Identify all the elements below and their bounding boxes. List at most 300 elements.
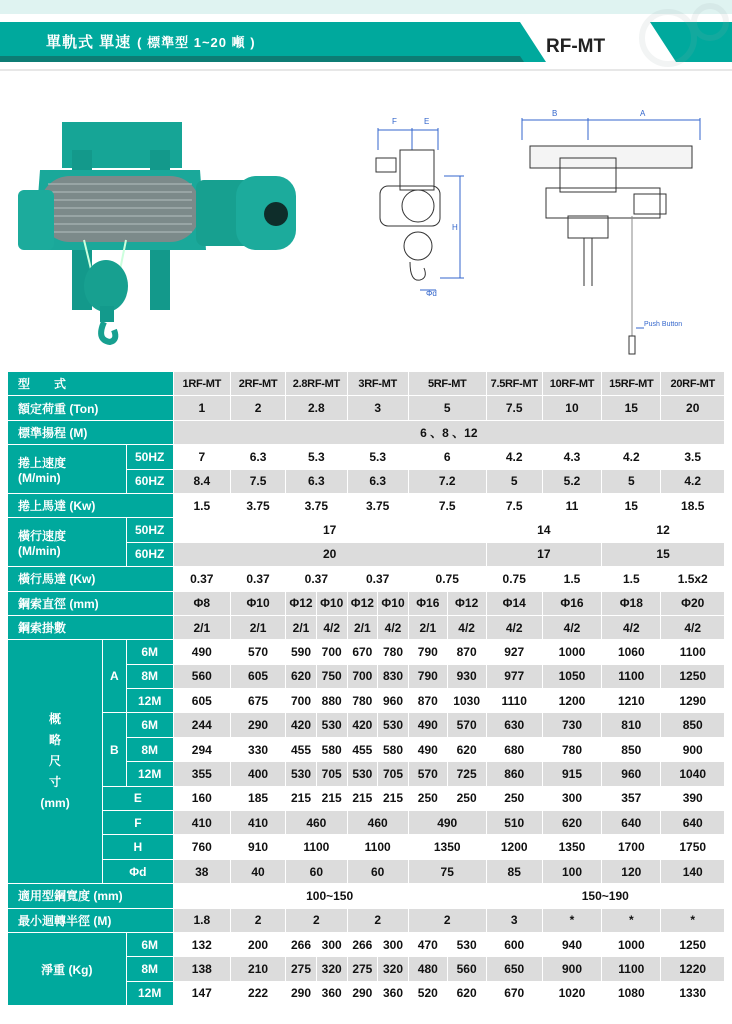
table-cell: 1.5 [602, 567, 661, 591]
table-cell: 700 [316, 640, 347, 664]
table-cell: 7.5 [408, 493, 486, 517]
table-cell: 880 [316, 689, 347, 713]
row-sub-label: 6M [126, 713, 173, 737]
table-cell: 410 [230, 811, 285, 835]
row-rope-fall [8, 615, 725, 639]
label-hoist-motor: 捲上馬達 (Kw) [8, 493, 174, 517]
table-cell: 100~150 [173, 884, 486, 908]
label-load: 額定荷重 (Ton) [8, 396, 174, 420]
row-weight-6m [8, 932, 725, 956]
table-cell: 2 [230, 396, 285, 420]
row-load [8, 396, 725, 420]
table-cell: 1.5x2 [661, 567, 725, 591]
table-cell: 0.37 [286, 567, 347, 591]
table-cell: 1.5 [173, 493, 230, 517]
table-cell: 0.37 [347, 567, 408, 591]
table-cell: 460 [286, 811, 347, 835]
table-cell: 400 [230, 762, 285, 786]
table-cell: Φ12 [447, 591, 486, 615]
table-cell: 790 [408, 664, 447, 688]
table-cell: 1050 [542, 664, 601, 688]
model-6: 7.5RF-MT [486, 372, 542, 396]
table-cell: 1100 [661, 640, 725, 664]
row-rope-dia [8, 591, 725, 615]
row-sub-label: 12M [126, 689, 173, 713]
table-cell: 940 [542, 932, 601, 956]
row-e [8, 786, 725, 810]
table-cell: 2 [347, 908, 408, 932]
table-cell: 120 [602, 859, 661, 883]
row-lift [8, 420, 725, 444]
label-rope-dia: 鋼索直徑 (mm) [8, 591, 174, 615]
table-cell: 5 [486, 469, 542, 493]
table-cell: 490 [408, 737, 447, 761]
table-cell: 760 [173, 835, 230, 859]
table-cell: 675 [230, 689, 285, 713]
table-cell: 1.5 [542, 567, 601, 591]
table-cell: 6 、8 、12 [173, 420, 724, 444]
table-cell: 330 [230, 737, 285, 761]
table-cell: 1030 [447, 689, 486, 713]
table-cell: 185 [230, 786, 285, 810]
table-cell: 215 [378, 786, 409, 810]
table-cell: 725 [447, 762, 486, 786]
row-d [8, 859, 725, 883]
dim-label-f: F [392, 117, 397, 126]
row-b-6m [8, 713, 725, 737]
table-cell: 290 [347, 981, 378, 1005]
table-cell: 300 [542, 786, 601, 810]
label-hoist-speed: 捲上速度 (M/min) [8, 445, 127, 494]
row-beam [8, 884, 725, 908]
table-cell: 620 [447, 981, 486, 1005]
table-cell: 6.3 [286, 469, 347, 493]
product-illustrations [0, 90, 732, 362]
row-sub-label: 8M [126, 957, 173, 981]
model-4: 3RF-MT [347, 372, 408, 396]
table-cell: 3 [486, 908, 542, 932]
page-title: 單軌式 單速 ( 標準型 1~20 噸 ) [46, 34, 256, 51]
side-view-drawing [376, 128, 464, 290]
model-7: 10RF-MT [542, 372, 601, 396]
table-cell: 7.2 [408, 469, 486, 493]
label-trav-motor: 橫行馬達 (Kw) [8, 567, 174, 591]
table-cell: 0.37 [173, 567, 230, 591]
table-cell: 410 [173, 811, 230, 835]
table-cell: 1020 [542, 981, 601, 1005]
table-cell: 18.5 [661, 493, 725, 517]
model-2: 2RF-MT [230, 372, 285, 396]
label-beam: 適用型鋼寬度 (mm) [8, 884, 174, 908]
table-cell: 455 [347, 737, 378, 761]
table-cell: 520 [408, 981, 447, 1005]
front-view-drawing [522, 118, 700, 354]
table-cell: 7.5 [486, 493, 542, 517]
table-cell: 3.5 [661, 445, 725, 469]
table-cell: 1750 [661, 835, 725, 859]
table-cell: 1060 [602, 640, 661, 664]
table-cell: 390 [661, 786, 725, 810]
row-trav-speed-50 [8, 518, 725, 542]
table-cell: 590 [286, 640, 317, 664]
table-cell: 250 [486, 786, 542, 810]
table-cell: 560 [447, 957, 486, 981]
table-cell: 670 [347, 640, 378, 664]
table-cell: 160 [173, 786, 230, 810]
table-cell: 250 [408, 786, 447, 810]
table-cell: 8.4 [173, 469, 230, 493]
table-cell: 7.5 [486, 396, 542, 420]
table-cell: Φ10 [316, 591, 347, 615]
label-trav-speed: 橫行速度 (M/min) [8, 518, 127, 567]
table-cell: 780 [542, 737, 601, 761]
table-cell: 4/2 [661, 615, 725, 639]
table-cell: 1000 [542, 640, 601, 664]
table-cell: 266 [286, 932, 317, 956]
table-cell: 4/2 [602, 615, 661, 639]
row-type [8, 372, 725, 396]
table-cell: 900 [542, 957, 601, 981]
table-cell: 210 [230, 957, 285, 981]
table-cell: 705 [378, 762, 409, 786]
table-cell: 10 [542, 396, 601, 420]
table-cell: 266 [347, 932, 378, 956]
table-cell: Φ10 [230, 591, 285, 615]
table-cell: 570 [408, 762, 447, 786]
dim-label-d: Φd [426, 289, 437, 298]
table-cell: 275 [286, 957, 317, 981]
table-cell: 580 [316, 737, 347, 761]
label-lift: 標準揚程 (M) [8, 420, 174, 444]
table-cell: 960 [602, 762, 661, 786]
table-cell: 3.75 [230, 493, 285, 517]
table-cell: 17 [486, 542, 602, 566]
table-cell: 850 [602, 737, 661, 761]
row-trav-motor [8, 567, 725, 591]
table-cell: 1 [173, 396, 230, 420]
table-cell: 1350 [542, 835, 601, 859]
table-cell: 530 [286, 762, 317, 786]
table-cell: 2/1 [408, 615, 447, 639]
table-cell: 860 [486, 762, 542, 786]
label-radius: 最小迴轉半徑 (M) [8, 908, 174, 932]
table-cell: 470 [408, 932, 447, 956]
table-cell: 5.2 [542, 469, 601, 493]
label-dimensions: 概 略 尺 寸 (mm) [8, 640, 103, 884]
table-cell: 1.8 [173, 908, 230, 932]
table-cell: 1040 [661, 762, 725, 786]
table-cell: 750 [316, 664, 347, 688]
table-cell: 357 [602, 786, 661, 810]
table-cell: 730 [542, 713, 601, 737]
table-cell: 605 [230, 664, 285, 688]
row-sub-label: E [103, 786, 174, 810]
table-cell: 15 [602, 396, 661, 420]
table-cell: 420 [347, 713, 378, 737]
table-cell: 780 [378, 640, 409, 664]
table-cell: 420 [286, 713, 317, 737]
table-cell: 2/1 [230, 615, 285, 639]
label-dim-b: B [103, 713, 127, 786]
table-cell: 2 [230, 908, 285, 932]
table-cell: 620 [286, 664, 317, 688]
table-cell: 640 [602, 811, 661, 835]
table-cell: 12 [602, 518, 725, 542]
table-cell: 790 [408, 640, 447, 664]
table-cell: 1100 [602, 664, 661, 688]
table-cell: 2/1 [286, 615, 317, 639]
table-cell: 215 [347, 786, 378, 810]
table-cell: 215 [316, 786, 347, 810]
table-cell: 222 [230, 981, 285, 1005]
table-cell: 455 [286, 737, 317, 761]
table-cell: 490 [173, 640, 230, 664]
table-cell: 960 [378, 689, 409, 713]
table-cell: 11 [542, 493, 601, 517]
table-cell: 275 [347, 957, 378, 981]
model-1: 1RF-MT [173, 372, 230, 396]
table-cell: 4.3 [542, 445, 601, 469]
table-cell: 870 [447, 640, 486, 664]
table-cell: 320 [316, 957, 347, 981]
row-f [8, 811, 725, 835]
dim-label-a: A [640, 109, 646, 118]
table-cell: 5.3 [286, 445, 347, 469]
table-cell: 2.8 [286, 396, 347, 420]
table-cell: 4/2 [378, 615, 409, 639]
row-sub-label: 50HZ [126, 518, 173, 542]
table-cell: 85 [486, 859, 542, 883]
table-cell: 1700 [602, 835, 661, 859]
table-cell: 1200 [542, 689, 601, 713]
table-cell: 0.75 [486, 567, 542, 591]
table-cell: 580 [378, 737, 409, 761]
push-button-label: Push Button [644, 321, 683, 328]
table-cell: Φ12 [347, 591, 378, 615]
table-cell: 5 [408, 396, 486, 420]
table-cell: Φ14 [486, 591, 542, 615]
row-sub-label: 12M [126, 981, 173, 1005]
table-cell: Φ12 [286, 591, 317, 615]
dim-label-h: H [452, 223, 458, 232]
row-h [8, 835, 725, 859]
table-cell: 0.75 [408, 567, 486, 591]
table-cell: 7 [173, 445, 230, 469]
row-hoist-speed-50 [8, 445, 725, 469]
table-cell: 1100 [347, 835, 408, 859]
table-cell: 1250 [661, 664, 725, 688]
table-cell: 6 [408, 445, 486, 469]
table-cell: 1080 [602, 981, 661, 1005]
table-cell: 1110 [486, 689, 542, 713]
table-cell: 290 [230, 713, 285, 737]
table-cell: 75 [408, 859, 486, 883]
table-cell: 20 [173, 542, 486, 566]
row-sub-label: 6M [126, 640, 173, 664]
table-cell: 320 [378, 957, 409, 981]
table-cell: 300 [316, 932, 347, 956]
table-cell: Φ10 [378, 591, 409, 615]
table-cell: * [661, 908, 725, 932]
table-cell: 620 [542, 811, 601, 835]
table-cell: 850 [661, 713, 725, 737]
table-cell: 900 [661, 737, 725, 761]
table-cell: 14 [486, 518, 602, 542]
table-cell: 810 [602, 713, 661, 737]
row-sub-label: 8M [126, 664, 173, 688]
table-cell: 1350 [408, 835, 486, 859]
table-cell: 4/2 [542, 615, 601, 639]
table-cell: 60 [286, 859, 347, 883]
table-cell: 670 [486, 981, 542, 1005]
label-weight: 淨重 (Kg) [8, 932, 127, 1005]
table-cell: 290 [286, 981, 317, 1005]
table-cell: 620 [447, 737, 486, 761]
table-cell: 200 [230, 932, 285, 956]
table-cell: 570 [447, 713, 486, 737]
table-cell: 17 [173, 518, 486, 542]
model-9: 20RF-MT [661, 372, 725, 396]
table-cell: 360 [316, 981, 347, 1005]
table-cell: 1330 [661, 981, 725, 1005]
table-cell: 870 [408, 689, 447, 713]
table-cell: 1100 [602, 957, 661, 981]
table-cell: 4.2 [661, 469, 725, 493]
row-radius [8, 908, 725, 932]
table-cell: 780 [347, 689, 378, 713]
table-cell: 910 [230, 835, 285, 859]
table-cell: 3.75 [286, 493, 347, 517]
row-hoist-motor [8, 493, 725, 517]
hoist-photo [18, 122, 296, 342]
table-cell: 38 [173, 859, 230, 883]
table-cell: 140 [661, 859, 725, 883]
dim-label-e: E [424, 117, 430, 126]
row-sub-label: Φd [103, 859, 174, 883]
table-cell: 977 [486, 664, 542, 688]
table-cell: 1220 [661, 957, 725, 981]
table-cell: 2 [408, 908, 486, 932]
model-3: 2.8RF-MT [286, 372, 347, 396]
table-cell: 147 [173, 981, 230, 1005]
table-cell: 20 [661, 396, 725, 420]
table-cell: 927 [486, 640, 542, 664]
table-cell: 2 [286, 908, 347, 932]
table-cell: 250 [447, 786, 486, 810]
row-a-6m [8, 640, 725, 664]
table-cell: 15 [602, 542, 725, 566]
table-cell: 530 [378, 713, 409, 737]
table-cell: 630 [486, 713, 542, 737]
table-cell: 2/1 [347, 615, 378, 639]
header-banner [0, 0, 732, 78]
table-cell: Φ16 [542, 591, 601, 615]
table-cell: 0.37 [230, 567, 285, 591]
row-sub-label: 8M [126, 737, 173, 761]
table-cell: * [602, 908, 661, 932]
row-sub-label: 60HZ [126, 542, 173, 566]
table-cell: 480 [408, 957, 447, 981]
table-cell: 4.2 [486, 445, 542, 469]
table-cell: 930 [447, 664, 486, 688]
table-cell: 510 [486, 811, 542, 835]
table-cell: 530 [447, 932, 486, 956]
dim-label-b: B [552, 109, 558, 118]
table-cell: Φ16 [408, 591, 447, 615]
table-cell: 132 [173, 932, 230, 956]
table-cell: 650 [486, 957, 542, 981]
table-cell: 7.5 [230, 469, 285, 493]
table-cell: 215 [286, 786, 317, 810]
table-cell: 3 [347, 396, 408, 420]
table-cell: 355 [173, 762, 230, 786]
table-cell: 830 [378, 664, 409, 688]
table-cell: 700 [347, 664, 378, 688]
model-5: 5RF-MT [408, 372, 486, 396]
table-cell: 490 [408, 811, 486, 835]
table-cell: * [542, 908, 601, 932]
table-cell: 460 [347, 811, 408, 835]
row-sub-label: H [103, 835, 174, 859]
row-sub-label: 6M [126, 932, 173, 956]
table-cell: 60 [347, 859, 408, 883]
table-cell: 150~190 [486, 884, 724, 908]
row-sub-label: 60HZ [126, 469, 173, 493]
row-sub-label: F [103, 811, 174, 835]
table-cell: 700 [286, 689, 317, 713]
table-cell: 4/2 [447, 615, 486, 639]
table-cell: 640 [661, 811, 725, 835]
table-cell: 2/1 [173, 615, 230, 639]
table-cell: Φ20 [661, 591, 725, 615]
table-cell: 570 [230, 640, 285, 664]
spec-table [7, 371, 725, 1006]
table-cell: 1100 [286, 835, 347, 859]
label-rope-fall: 鋼索掛數 [8, 615, 174, 639]
table-cell: 680 [486, 737, 542, 761]
table-cell: 705 [316, 762, 347, 786]
table-cell: 1250 [661, 932, 725, 956]
table-cell: 1210 [602, 689, 661, 713]
label-dim-a: A [103, 640, 127, 713]
table-cell: 40 [230, 859, 285, 883]
table-cell: Φ18 [602, 591, 661, 615]
table-cell: 530 [316, 713, 347, 737]
table-cell: 600 [486, 932, 542, 956]
table-cell: 6.3 [230, 445, 285, 469]
label-type: 型 式 [8, 372, 174, 396]
table-cell: 560 [173, 664, 230, 688]
model-8: 15RF-MT [602, 372, 661, 396]
table-cell: 1200 [486, 835, 542, 859]
table-cell: 1000 [602, 932, 661, 956]
table-cell: 605 [173, 689, 230, 713]
row-sub-label: 12M [126, 762, 173, 786]
table-cell: 360 [378, 981, 409, 1005]
table-cell: 5 [602, 469, 661, 493]
table-cell: 5.3 [347, 445, 408, 469]
table-cell: 490 [408, 713, 447, 737]
table-cell: 4/2 [316, 615, 347, 639]
table-cell: 530 [347, 762, 378, 786]
table-cell: 294 [173, 737, 230, 761]
table-cell: 3.75 [347, 493, 408, 517]
table-cell: 6.3 [347, 469, 408, 493]
row-sub-label: 50HZ [126, 445, 173, 469]
table-cell: 138 [173, 957, 230, 981]
table-cell: 300 [378, 932, 409, 956]
table-cell: 915 [542, 762, 601, 786]
